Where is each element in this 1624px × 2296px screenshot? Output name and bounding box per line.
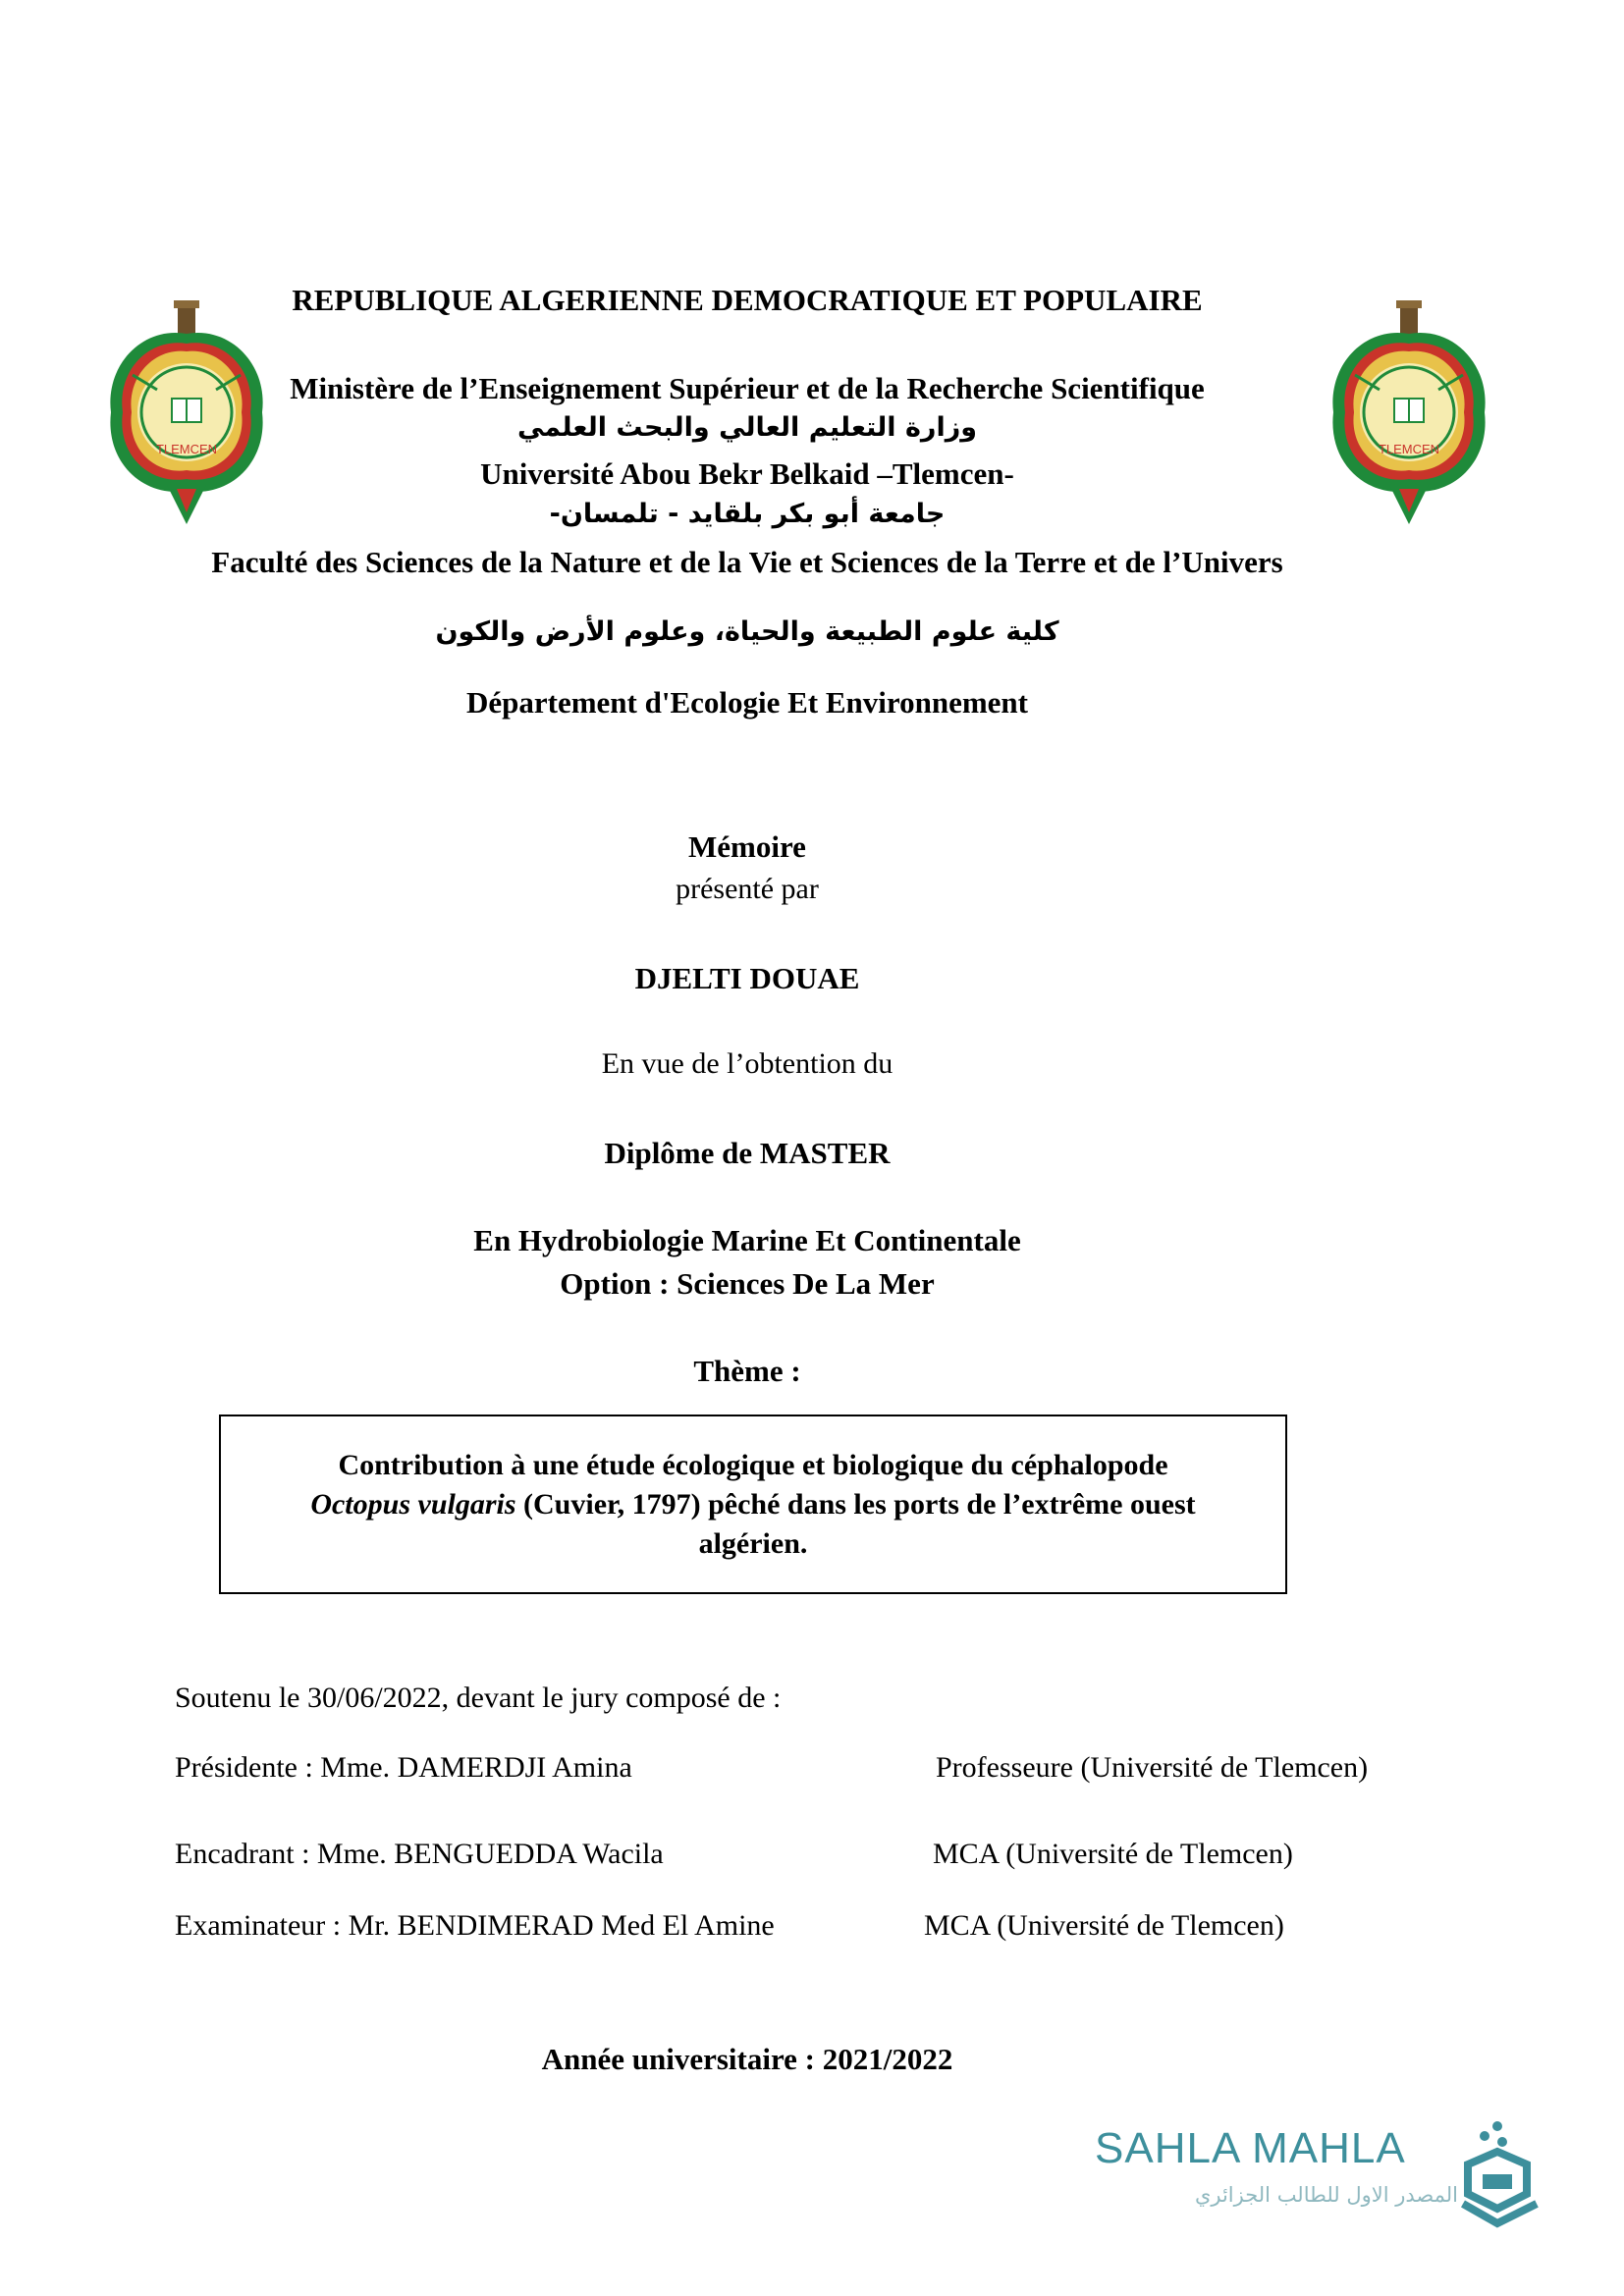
theme-line-3: algérien. — [698, 1526, 808, 1560]
jury-affiliation-examiner: MCA (Université de Tlemcen) — [924, 1909, 1284, 1942]
faculty-title-ar: كلية علوم الطبيعة والحياة، وعلوم الأرض والكون — [435, 616, 1059, 647]
author-name: DJELTI DOUAE — [634, 961, 860, 995]
republic-title: REPUBLIQUE ALGERIENNE DEMOCRATIQUE ET POPULAIRE — [292, 283, 1203, 317]
diploma-title: Diplôme de MASTER — [604, 1136, 891, 1170]
jury-affiliation-president: Professeure (Université de Tlemcen) — [936, 1751, 1369, 1784]
ministry-title-ar: وزارة التعليم العالي والبحث العلمي — [516, 412, 978, 443]
option-title: Option : Sciences De La Mer — [560, 1266, 935, 1301]
watermark — [1095, 2120, 1546, 2238]
academic-year: Année universitaire : 2021/2022 — [541, 2042, 953, 2076]
watermark-emblem-icon — [1453, 2120, 1546, 2233]
theme-line-2-rest: (Cuvier, 1797) pêché dans les ports de l’extrême ouest — [515, 1487, 1196, 1521]
watermark-brand: SAHLA MAHLA — [1095, 2124, 1406, 2172]
university-title-fr: Université Abou Bekr Belkaid –Tlemcen- — [480, 456, 1014, 491]
jury-role-president: Présidente : Mme. DAMERDJI Amina — [175, 1751, 632, 1784]
jury-role-supervisor: Encadrant : Mme. BENGUEDDA Wacila — [175, 1838, 664, 1870]
theme-line-1: Contribution à une étude écologique et biologique du céphalopode — [338, 1448, 1168, 1481]
jury-affiliation-supervisor: MCA (Université de Tlemcen) — [933, 1838, 1293, 1870]
presented-by: présenté par — [676, 873, 819, 905]
watermark-tagline: المصدر الاول للطالب الجزائري — [1194, 2183, 1458, 2207]
jury-intro: Soutenu le 30/06/2022, devant le jury composé de : — [175, 1682, 782, 1714]
in-view-of: En vue de l’obtention du — [601, 1047, 893, 1080]
department-title: Département d'Ecologie Et Environnement — [465, 685, 1029, 720]
specialty-title: En Hydrobiologie Marine Et Continentale — [473, 1223, 1021, 1257]
jury-role-examiner: Examinateur : Mr. BENDIMERAD Med El Amine — [175, 1909, 775, 1942]
memoire-title: Mémoire — [688, 829, 806, 864]
logo-text: TLEMCEN — [1378, 442, 1440, 456]
theme-box — [219, 1415, 1287, 1594]
logo-text: TLEMCEN — [155, 442, 218, 456]
theme-line-2 — [310, 1485, 1195, 1524]
species-name: Octopus vulgaris — [310, 1487, 516, 1521]
university-title-ar: جامعة أبو بكر بلقايد - تلمسان- — [549, 499, 946, 529]
theme-label: Thème : — [693, 1354, 801, 1388]
faculty-title-fr: Faculté des Sciences de la Nature et de la Vie et Sciences de la Terre et de l’Univers — [211, 545, 1283, 579]
ministry-title-fr: Ministère de l’Enseignement Supérieur et de la Recherche Scientifique — [290, 371, 1205, 405]
